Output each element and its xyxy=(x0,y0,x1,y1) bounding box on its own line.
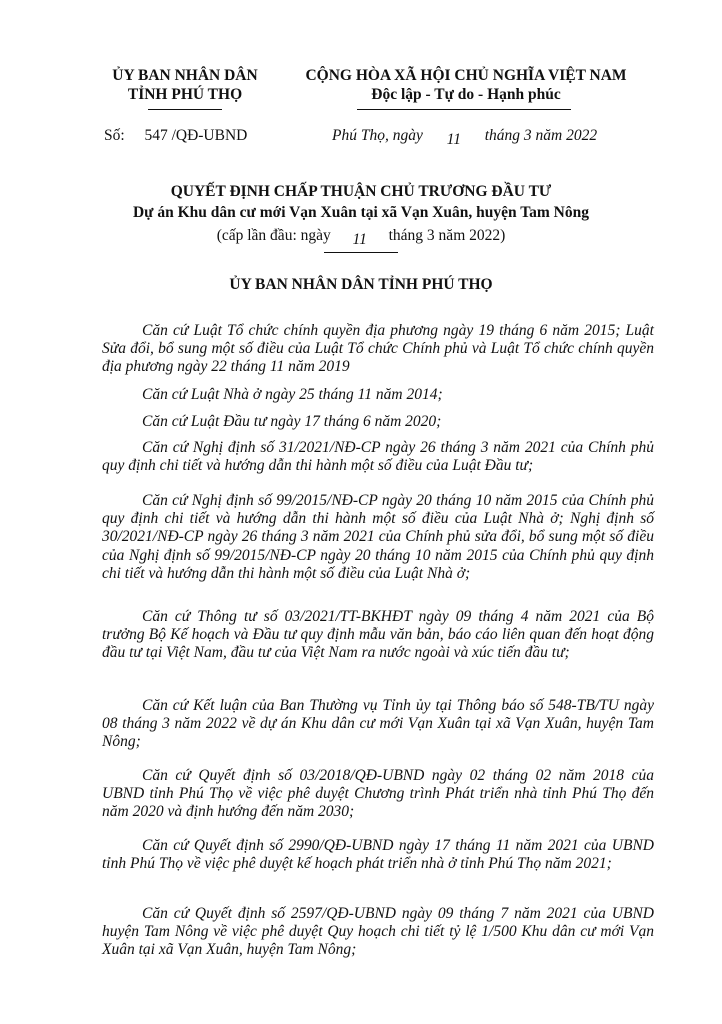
issue-suffix: tháng 3 năm 2022) xyxy=(388,227,506,244)
basis-paragraph-5: Căn cứ Nghị định số 99/2015/NĐ-CP ngày 20 tháng 10 năm 2015 của Chính phủ quy định chi tiết và hướng dẫn thi hành một số điều của Luật Nhà ở; Nghị định số 30/2021/NĐ-CP ngày 26 tháng 3 năm 2021 của Chính phủ sửa đổi, bổ sung một số điều của Nghị định số 99/2015/NĐ-CP ngày 20 tháng 10 năm 2015 của Chính phủ quy định chi tiết và hướng dẫn thi hành một số điều của Luật Nhà ở; xyxy=(102,492,654,582)
issue-prefix: (cấp lần đầu: ngày xyxy=(216,227,331,244)
basis-paragraph-9: Căn cứ Quyết định số 2990/QĐ-UBND ngày 17 tháng 11 năm 2021 của UBND tỉnh Phú Thọ về việc phê duyệt kế hoạch phát triển nhà ở tỉnh Phú Thọ năm 2021; xyxy=(102,837,654,873)
issuing-authority: ỦY BAN NHÂN DÂN TỈNH PHÚ THỌ xyxy=(229,276,493,293)
motto: Độc lập - Tự do - Hạnh phúc xyxy=(371,86,561,103)
issuer-name xyxy=(100,66,270,104)
issue-note xyxy=(0,226,722,248)
issue-day: 11 xyxy=(352,231,367,248)
basis-paragraph-2: Căn cứ Luật Nhà ở ngày 25 tháng 11 năm 2014; xyxy=(142,386,443,403)
issue-date xyxy=(332,126,598,148)
basis-paragraph-1: Căn cứ Luật Tổ chức chính quyền địa phương ngày 19 tháng 6 năm 2015; Luật Sửa đổi, bổ sung một số điều của Luật Tổ chức Chính phủ và Luật Tổ chức chính quyền địa phương ngày 22 tháng 11 năm 2019 xyxy=(102,322,654,376)
issuer-underline xyxy=(148,109,222,110)
national-motto xyxy=(286,66,646,104)
project-name: Dự án Khu dân cư mới Vạn Xuân tại xã Vạn Xuân, huyện Tam Nông xyxy=(132,204,590,221)
issuer-line1: ỦY BAN NHÂN DÂN xyxy=(112,67,258,84)
motto-underline xyxy=(357,109,571,110)
number-value: 547 xyxy=(144,127,168,144)
basis-paragraph-10: Căn cứ Quyết định số 2597/QĐ-UBND ngày 09 tháng 7 năm 2021 của UBND huyện Tam Nông về việc phê duyệt Quy hoạch chi tiết tỷ lệ 1/500 Khu dân cư mới Vạn Xuân tại xã Vạn Xuân, huyện Tam Nông; xyxy=(102,905,654,959)
country-name: CỘNG HÒA XÃ HỘI CHỦ NGHĨA VIỆT NAM xyxy=(305,67,627,84)
basis-paragraph-4: Căn cứ Nghị định số 31/2021/NĐ-CP ngày 26 tháng 3 năm 2021 của Chính phủ quy định chi tiết và hướng dẫn thi hành một số điều của Luật Đầu tư; xyxy=(102,439,654,475)
number-code: /QĐ-UBND xyxy=(171,127,248,144)
document-title: QUYẾT ĐỊNH CHẤP THUẬN CHỦ TRƯƠNG ĐẦU TƯ xyxy=(170,183,552,200)
basis-paragraph-6: Căn cứ Thông tư số 03/2021/TT-BKHĐT ngày 09 tháng 4 năm 2021 của Bộ trưởng Bộ Kế hoạch và Đầu tư quy định mẫu văn bản, báo cáo liên quan đến hoạt động đầu tư tại Việt Nam, đầu tư của Việt Nam ra nước ngoài và xúc tiến đầu tư; xyxy=(102,608,654,662)
issuer-line2: TỈNH PHÚ THỌ xyxy=(127,86,243,103)
basis-paragraph-8: Căn cứ Quyết định số 03/2018/QĐ-UBND ngày 02 tháng 02 năm 2018 của UBND tỉnh Phú Thọ về việc phê duyệt Chương trình Phát triển nhà tỉnh Phú Thọ đến năm 2020 và định hướng đến năm 2030; xyxy=(102,767,654,821)
document-number xyxy=(104,126,247,145)
date-suffix: tháng 3 năm 2022 xyxy=(484,127,598,144)
number-label: Số: xyxy=(104,127,125,144)
date-prefix: Phú Thọ, ngày xyxy=(332,127,423,144)
date-day: 11 xyxy=(446,131,461,148)
basis-paragraph-3: Căn cứ Luật Đầu tư ngày 17 tháng 6 năm 2020; xyxy=(142,413,442,430)
basis-paragraph-7: Căn cứ Kết luận của Ban Thường vụ Tỉnh ủy tại Thông báo số 548-TB/TU ngày 08 tháng 3 năm 2022 về dự án Khu dân cư mới Vạn Xuân tại xã Vạn Xuân, huyện Tam Nông; xyxy=(102,697,654,751)
title-underline xyxy=(324,252,398,253)
